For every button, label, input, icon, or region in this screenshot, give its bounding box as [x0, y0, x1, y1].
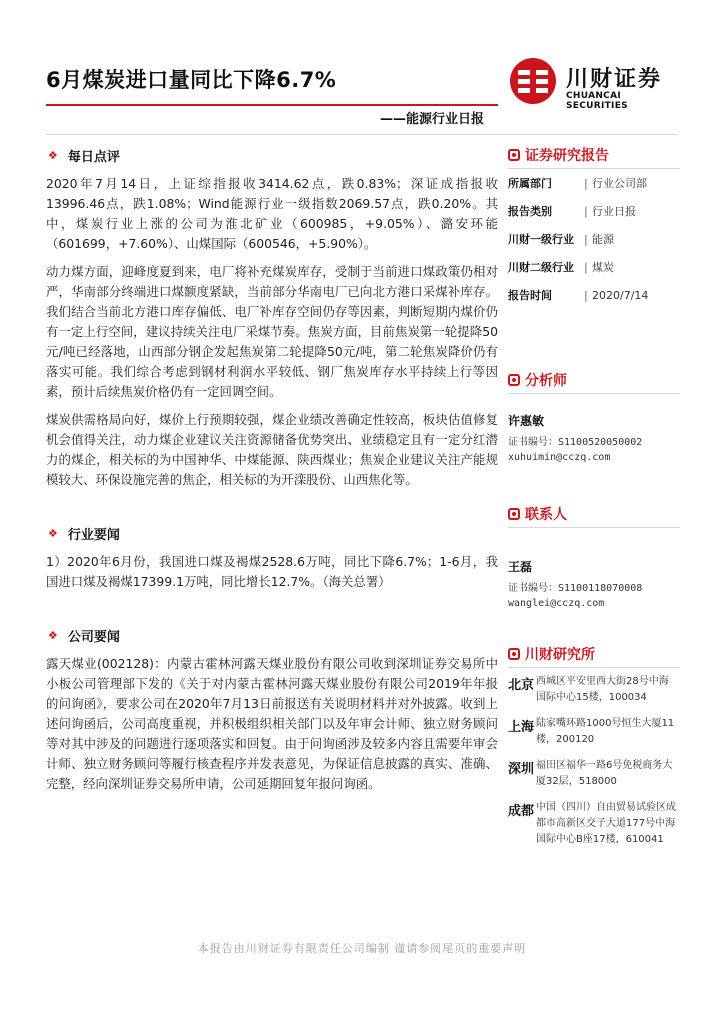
sidebar-rule	[508, 393, 680, 394]
info-row: 报告类别 | 行业日报	[508, 204, 636, 218]
office-entry	[508, 758, 680, 790]
diamond-bullet-icon: ❖	[48, 526, 58, 540]
sidebar-heading-label: 证券研究报告	[525, 148, 609, 164]
info-label: 川财二级行业	[508, 261, 574, 274]
diamond-bullet-icon: ❖	[48, 148, 58, 162]
sidebar-rule	[508, 527, 680, 528]
paragraph: 1）2020年6月份，我国进口煤及褐煤2528.6万吨，同比下降6.7%；1-6月，我国进口煤及褐煤17399.1万吨，同比增长12.7%。（海关总署）	[46, 554, 498, 589]
header-divider	[46, 134, 678, 135]
info-label: 川财一级行业	[508, 233, 574, 246]
info-value: 行业公司部	[592, 177, 647, 190]
info-value: 煤炭	[592, 261, 614, 274]
contact-cert: 证书编号：S1100118070008	[508, 583, 643, 594]
contact-email[interactable]: wanglei@cczq.com	[508, 598, 605, 609]
analyst-name: 许惠敏	[508, 414, 545, 428]
report-title: 6月煤炭进口量同比下降6.7%	[46, 68, 337, 92]
section-heading-label: 行业要闻	[67, 527, 120, 543]
info-value: 行业日报	[592, 205, 636, 218]
office-address: 中国（四川）自由贸易试验区成都市高新区交子大道177号中海国际中心B座17楼，610041	[536, 802, 676, 845]
title-rule	[46, 104, 498, 106]
company-logo	[510, 58, 680, 110]
office-city: 上海	[508, 720, 535, 735]
info-label: 所属部门	[508, 177, 552, 190]
office-city: 成都	[508, 804, 535, 819]
diamond-bullet-icon: ❖	[48, 628, 58, 642]
office-entry	[508, 674, 680, 706]
office-entry	[508, 800, 680, 848]
contact-icon	[508, 508, 520, 520]
sidebar-heading-institute	[508, 643, 680, 665]
office-city: 深圳	[508, 762, 535, 777]
institute-icon	[508, 648, 520, 660]
section-heading-daily	[46, 144, 498, 166]
section-heading-company	[46, 624, 498, 646]
sidebar-heading-label: 分析师	[525, 373, 567, 389]
analyst-cert: 证书编号：S1100520050002	[508, 437, 643, 448]
office-city: 北京	[508, 678, 535, 693]
report-subtitle: ——能源行业日报	[380, 112, 485, 127]
sidebar-heading-label: 川财研究所	[525, 647, 595, 663]
office-entry	[508, 716, 680, 748]
paragraph: 2020年7月14日，上证综指报收3414.62点，跌0.83%；深证成指报收13996.46点，跌1.08%；Wind能源行业一级指数2069.57点，跌0.20%。其中，煤炭行业上涨的公司为淮北矿业（600985，+9.05%）、潞安环能（601699，+7.60%）、山煤国际（600546，+5.90%）。	[46, 176, 498, 251]
page-footer: 本报告由川财证券有限责任公司编制 谨请参阅尾页的重要声明	[197, 942, 527, 955]
sidebar-heading-analyst	[508, 369, 680, 391]
info-row: 所属部门 | 行业公司部	[508, 176, 647, 190]
office-address: 西城区平安里西大街28号中海国际中心15楼，100034	[536, 676, 669, 703]
sidebar-heading-contact	[508, 503, 680, 525]
info-label: 报告类别	[508, 205, 552, 218]
contact-name: 王磊	[508, 560, 533, 574]
paragraph: 动力煤方面，迎峰度夏到来，电厂将补充煤炭库存，受制于当前进口煤政策仍相对严，华南部分终端进口煤额度紧缺，当前部分华南电厂已向北方港口采煤补库存。我们结合当前北方港口库存偏低、电厂补库存空间仍存等因素，判断短期内煤价仍有一定上行空间，建议持续关注电厂采煤节奏。焦炭方面，目前焦炭第一轮提降50元/吨已经落地，山西部分钢企发起焦炭第二轮提降50元/吨，第二轮焦炭降价仍有落实可能。我们综合考虑到钢材利润水平较低、钢厂焦炭库存水平持续上行等因素，预计后续焦炭价格仍有一定回调空间。	[46, 264, 498, 399]
office-address: 福田区福华一路6号免税商务大厦32层，518000	[536, 760, 673, 787]
paragraph: 煤炭供需格局向好，煤价上行预期较强，煤企业绩改善确定性较高，板块估值修复机会值得关注，动力煤企业建议关注资源储备优势突出、业绩稳定且有一定分红潜力的煤企，相关标的为中国神华、中煤能源、陕西煤业；焦炭企业建议关注产能规模较大、环保设施完善的焦企，相关标的为开滦股份、山西焦化等。	[46, 412, 498, 487]
office-address: 陆家嘴环路1000号恒生大厦11楼，200120	[536, 718, 675, 745]
sidebar	[508, 144, 680, 848]
info-value: 2020/7/14	[592, 288, 649, 302]
sidebar-rule	[508, 667, 680, 668]
logo-emblem-icon	[510, 58, 556, 104]
logo-name-cn: 川财证券	[566, 67, 663, 92]
info-row: 川财一级行业 | 能源	[508, 232, 614, 246]
logo-name-en: CHUANCAI SECURITIES	[566, 91, 628, 111]
info-label: 报告时间	[508, 289, 552, 302]
info-value: 能源	[592, 233, 614, 246]
analyst-icon	[508, 374, 520, 386]
section-heading-label: 每日点评	[67, 149, 120, 165]
paragraph: 露天煤业(002128)：内蒙古霍林河露天煤业股份有限公司收到深圳证券交易所中小板公司管理部下发的《关于对内蒙古霍林河露天煤业股份有限公司2019年年报的问询函》，要求公司在2020年7月13日前报送有关说明材料并对外披露。收到上述问询函后，公司高度重视，并积极组织相关部门以及年审会计师、独立财务顾问等对其中涉及的问题进行逐项落实和回复。由于问询函涉及较多内容且需要年审会计师、独立财务顾问等履行核查程序并发表意见，为保证信息披露的真实、准确、完整，经向深圳证券交易所申请，公司延期回复年报问询函。	[46, 656, 498, 791]
sidebar-heading-report	[508, 144, 680, 166]
main-column	[46, 144, 498, 794]
sidebar-heading-label: 联系人	[525, 507, 567, 523]
info-row: 川财二级行业 | 煤炭	[508, 260, 614, 274]
report-icon	[508, 149, 520, 161]
info-row: 报告时间 | 2020/7/14	[508, 288, 649, 302]
section-heading-label: 公司要闻	[67, 629, 120, 645]
section-heading-industry	[46, 522, 498, 544]
analyst-email[interactable]: xuhuimin@cczq.com	[508, 452, 611, 463]
